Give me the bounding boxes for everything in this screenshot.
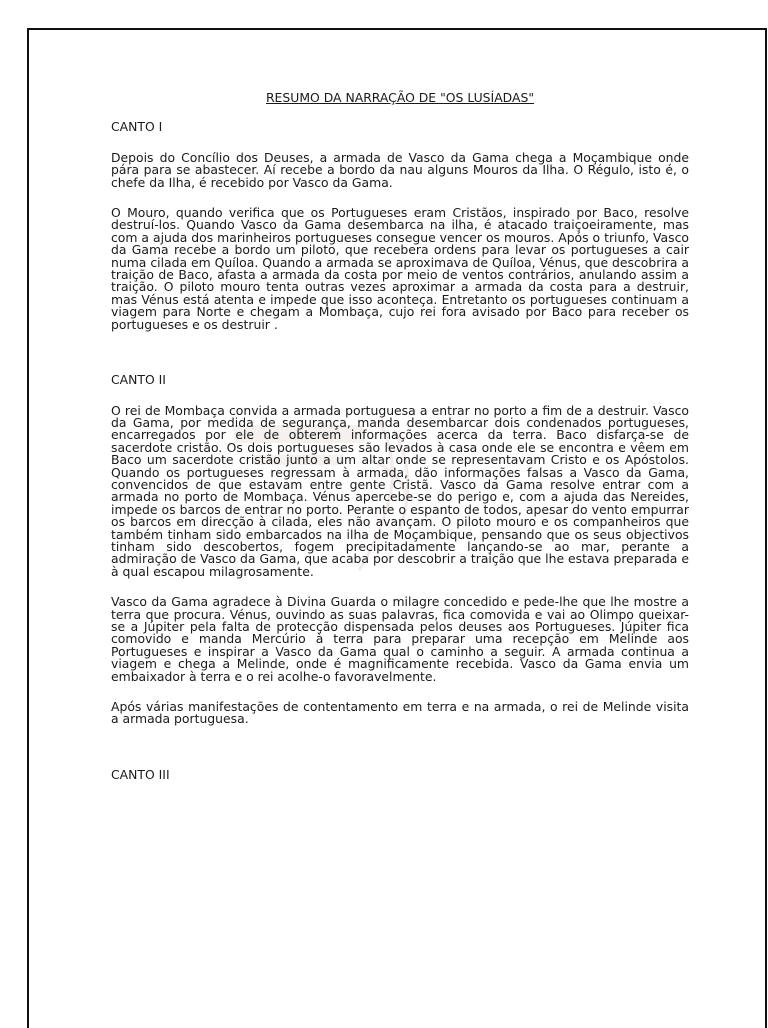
canto-i-paragraph-2: O Mouro, quando verifica que os Portugueses eram Cristãos, inspirado por Baco, resolve destruí-los. Quando Vasco da Gama desembarca na ilha, é atacado traiçoeiramente, mas com a ajuda dos marinheiros portugueses consegue vencer os mouros. Após o triunfo, Vasco da Gama recebe a bordo um piloto, que recebera ordens para levar os portugueses a cair numa cilada em Quíloa. Quando a armada se aproximava de Quíloa, Vénus, que descobrira a traição de Baco, afasta a armada da costa por meio de ventos contrários, anulando assim a traição. O piloto mouro tenta outras vezes aproximar a armada da costa para a destruir, mas Vénus está atenta e impede que isso aconteça. Entretanto os portugueses continuam a viagem para Norte e chegam a Mombaça, cujo rei fora avisado por Baco para receber os portugueses e os destruir . xyxy=(111,205,689,332)
document-page xyxy=(27,28,767,1028)
canto-i-heading: CANTO I xyxy=(111,119,163,135)
document-body xyxy=(111,92,689,781)
canto-iii-heading: CANTO III xyxy=(111,766,170,782)
canto-ii-paragraph-3: Após várias manifestações de contentamento em terra e na armada, o rei de Melinde visita a armada portuguesa. xyxy=(111,699,689,727)
document-title: RESUMO DA NARRAÇÃO DE "OS LUSÍADAS" xyxy=(265,90,535,105)
canto-ii-heading: CANTO II xyxy=(111,372,166,388)
canto-i-paragraph-1: Depois do Concílio dos Deuses, a armada de Vasco da Gama chega a Moçambique onde pára para se abastecer. Aí recebe a bordo da nau alguns Mouros da Ilha. O Régulo, isto é, o chefe da Ilha, é recebido por Vasco da Gama. xyxy=(111,149,689,190)
canto-ii-paragraph-1: O rei de Mombaça convida a armada portuguesa a entrar no porto a fim de a destruir. Vasco da Gama, por medida de segurança, manda desembarcar dois condenados portugueses, encarregados por ele de obterem informações acerca da terra. Baco disfarça-se de sacerdote cristão. Os dois portugueses são levados à casa onde ele se encontra e vêem em Baco um sacerdote cristão junto a um altar onde se representavam Cristo e os Apóstolos. Quando os portugueses regressam à armada, dão informações falsas a Vasco da Gama, convencidos de que estavam entre gente Cristã. Vasco da Gama resolve entrar com a armada no porto de Mombaça. Vénus apercebe-se do perigo e, com a ajuda das Nereides, impede os barcos de entrar no porto. Perante o espanto de todos, apesar do vento empurrar os barcos em direcção à cilada, eles não avançam. O piloto mouro e os companheiros que também tinham sido embarcados na ilha de Moçambique, pensando que os seus objectivos tinham sido descobertos, fogem precipitadamente lançando-se ao mar, perante a admiração de Vasco da Gama, que acaba por descobrir a traição que lhe estava preparada e à qual escapou milagrosamente. xyxy=(111,402,689,579)
canto-ii-paragraph-2: Vasco da Gama agradece à Divina Guarda o milagre concedido e pede-lhe que lhe mostre a terra que procura. Vénus, ouvindo as suas palavras, fica comovida e vai ao Olimpo queixar-se a Júpiter pela falta de protecção dispensada pelos deuses aos Portugueses. Júpiter fica comovido e manda Mercúrio à terra para preparar uma recepção em Melinde aos Portugueses e inspirar a Vasco da Gama qual o caminho a seguir. A armada continua a viagem e chega a Melinde, onde é magnificamente recebida. Vasco da Gama envia um embaixador à terra e o rei acolhe-o favoravelmente. xyxy=(111,594,689,684)
